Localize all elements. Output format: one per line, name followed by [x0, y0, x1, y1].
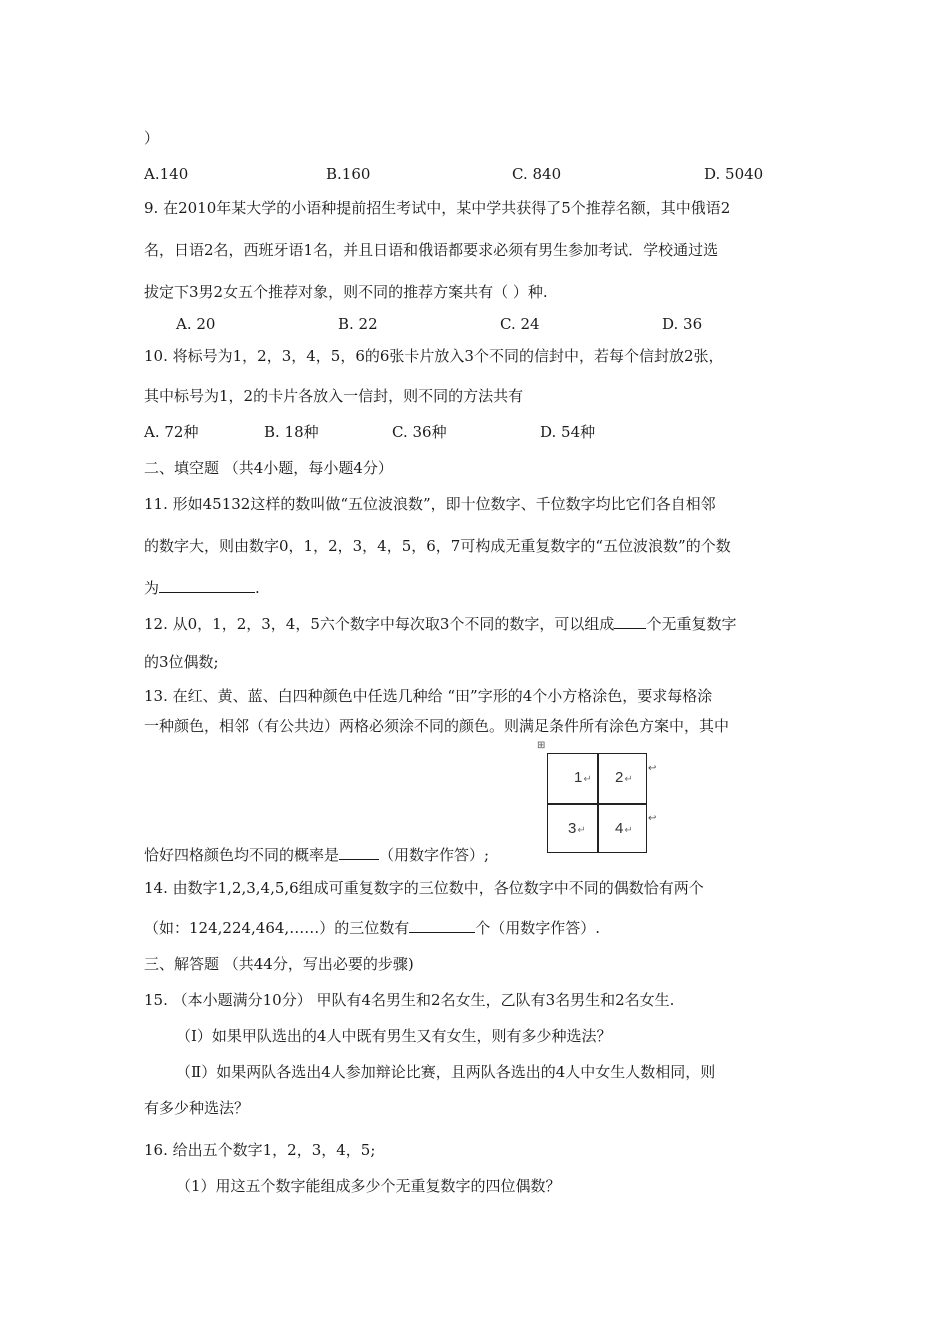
- q16-line-1: 16. 给出五个数字1，2，3，4，5;: [144, 1141, 376, 1159]
- side-return-icon: ↩: [648, 813, 657, 824]
- grid-cell-3: 3↵: [568, 820, 586, 837]
- q12-line-1-end: 个无重复数字: [646, 615, 737, 633]
- q10-line-2: 其中标号为1，2的卡片各放入一信封，则不同的方法共有: [144, 387, 524, 405]
- q10-line-1: 10. 将标号为1，2，3，4，5，6的6张卡片放入3个不同的信封中，若每个信封放2张，: [144, 347, 724, 365]
- q11-answer-blank[interactable]: [159, 578, 255, 593]
- q13-line-3-lead: 恰好四格颜色均不同的概率是: [144, 846, 340, 864]
- q13-answer-blank[interactable]: [339, 845, 379, 860]
- q12-line-1: [144, 614, 736, 634]
- q15-part-1: （Ⅰ）如果甲队选出的4人中既有男生又有女生，则有多少种选法？: [176, 1027, 612, 1045]
- q11-line-1: 11. 形如45132这样的数叫做“五位波浪数”，即十位数字、千位数字均比它们各自相邻: [144, 495, 716, 513]
- q11-line-2: 的数字大，则由数字0，1，2，3，4，5，6，7可构成无重复数字的“五位波浪数”的个数: [144, 537, 731, 555]
- anchor-icon: ⊞: [537, 740, 546, 751]
- q10-option-b: B. 18种: [264, 423, 319, 441]
- q14-answer-blank[interactable]: [409, 918, 475, 933]
- side-return-icon: ↩: [648, 763, 657, 774]
- q10-option-a: A. 72种: [144, 423, 199, 441]
- q13-line-3-end: （用数字作答）;: [379, 846, 490, 864]
- q14-line-1: 14. 由数字1,2,3,4,5,6组成可重复数字的三位数中，各位数字中不同的偶数恰有两个: [144, 879, 704, 897]
- return-icon: ↵: [583, 774, 592, 785]
- q11-line-3-lead: 为: [144, 579, 160, 597]
- q11-line-3: [144, 578, 260, 598]
- tian-grid: [547, 753, 647, 853]
- return-icon: ↵: [624, 825, 633, 836]
- q13-line-2: 一种颜色，相邻（有公共边）两格必须涂不同的颜色。则满足条件所有涂色方案中，其中: [144, 717, 730, 735]
- q12-answer-blank[interactable]: [614, 614, 646, 629]
- q8-option-d: D. 5040: [704, 165, 764, 183]
- grid-cell-4: 4↵: [615, 820, 633, 837]
- q14-line-2: [144, 918, 600, 938]
- q9-option-c: C. 24: [500, 315, 540, 333]
- q9-line-3: 拔定下3男2女五个推荐对象，则不同的推荐方案共有（ ）种.: [144, 283, 548, 301]
- grid-horizontal-divider: [548, 803, 646, 805]
- q10-option-c: C. 36种: [392, 423, 447, 441]
- q9-option-d: D. 36: [662, 315, 703, 333]
- q8-option-a: A.140: [144, 165, 189, 183]
- grid-cell-1: 1↵: [574, 769, 592, 786]
- closing-paren: ）: [144, 129, 160, 147]
- q10-option-d: D. 54种: [540, 423, 596, 441]
- q9-line-2: 名，日语2名，西班牙语1名，并且日语和俄语都要求必须有男生参加考试．学校通过选: [144, 241, 719, 259]
- tian-grid-figure: [537, 740, 658, 861]
- return-icon: ↵: [577, 825, 586, 836]
- q9-line-1: 9. 在2010年某大学的小语种提前招生考试中，某中学共获得了5个推荐名额，其中俄语2: [144, 199, 731, 217]
- q15-part-2: （Ⅱ）如果两队各选出4人参加辩论比赛，且两队各选出的4人中女生人数相同，则: [176, 1063, 716, 1081]
- section-2-heading: 二、填空题 （共4小题，每小题4分）: [144, 459, 393, 477]
- q15-part-2-cont: 有多少种选法？: [144, 1099, 250, 1117]
- q8-option-c: C. 840: [512, 165, 562, 183]
- q9-option-a: A. 20: [176, 315, 216, 333]
- return-icon: ↵: [624, 774, 633, 785]
- q15-line-1: 15. （本小题满分10分） 甲队有4名男生和2名女生，乙队有3名男生和2名女生.: [144, 991, 675, 1009]
- q11-line-3-end: .: [255, 579, 260, 597]
- q16-part-1: （1）用这五个数字能组成多少个无重复数字的四位偶数？: [176, 1177, 561, 1195]
- q13-line-3: [144, 845, 489, 865]
- section-3-heading: 三、解答题 （共44分，写出必要的步骤): [144, 955, 414, 973]
- q14-line-2-end: 个（用数字作答）.: [475, 919, 600, 937]
- q8-option-b: B.160: [326, 165, 371, 183]
- q12-line-2: 的3位偶数;: [144, 653, 219, 671]
- q13-line-1: 13. 在红、黄、蓝、白四种颜色中任选几种给 “田”字形的4个小方格涂色，要求每格涂: [144, 687, 713, 705]
- q14-line-2-lead: （如：124,224,464,……）的三位数有: [144, 919, 410, 937]
- q9-option-b: B. 22: [338, 315, 378, 333]
- q12-line-1-lead: 12. 从0，1，2，3，4，5六个数字中每次取3个不同的数字，可以组成: [144, 615, 615, 633]
- grid-cell-2: 2↵: [615, 769, 633, 786]
